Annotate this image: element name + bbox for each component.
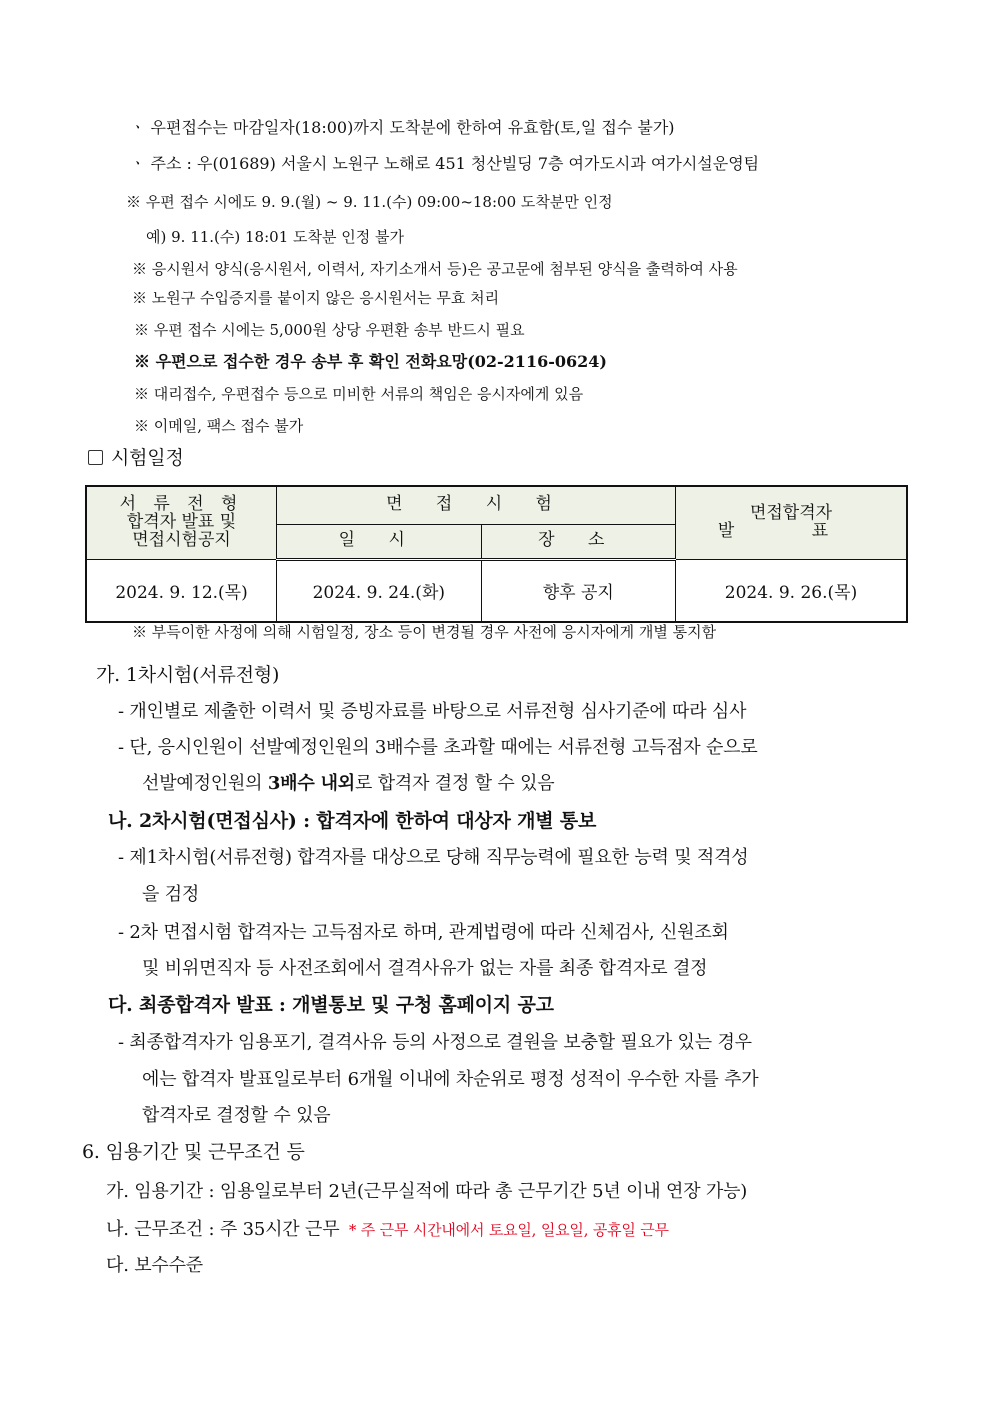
section6-title: 6. 임용기간 및 근무조건 등: [82, 1141, 305, 1163]
header-interview: 면 접 시 험: [277, 486, 676, 524]
header-datetime: 일 시: [277, 524, 482, 559]
cell-interview-date: 2024. 9. 24.(화): [277, 559, 482, 622]
schedule-heading: 시험일정: [88, 449, 184, 468]
section-da-item1: - 최종합격자가 임용포기, 결격사유 등의 사정으로 결원을 보충할 필요가 있는 경우: [118, 1032, 752, 1053]
note-phone-confirm: ※ 우편으로 접수한 경우 송부 후 확인 전화요망(02-2116-0624): [134, 352, 607, 371]
section-na-title: 나. 2차시험(면접심사) : 합격자에 한하여 대상자 개별 통보: [108, 810, 597, 832]
section-ga-item2-cont: 선발예정인원의 3배수 내외로 합격자 결정 할 수 있음: [142, 773, 555, 794]
section-ga-item2: - 단, 응시인원이 선발예정인원의 3배수를 초과할 때에는 서류전형 고득점자 순으로: [118, 737, 758, 758]
section-ga-title: 가. 1차시험(서류전형): [96, 664, 280, 686]
header-doc-announce: 서 류 전 형 합격자 발표 및 면접시험공지: [86, 486, 277, 559]
section6-salary: 다. 보수수준: [106, 1255, 203, 1276]
note-form: ※ 응시원서 양식(응시원서, 이력서, 자기소개서 등)은 공고문에 첨부된 양식을 출력하여 사용: [132, 260, 738, 278]
schedule-table: [85, 485, 908, 623]
schedule-note: ※ 부득이한 사정에 의해 시험일정, 장소 등이 변경될 경우 사전에 응시자에게 개별 통지함: [132, 623, 717, 641]
header-final-announce: 면접합격자 발 표: [676, 486, 907, 559]
section-da-item1-cont2: 합격자로 결정할 수 있음: [142, 1105, 331, 1126]
note-no-email-fax: ※ 이메일, 팩스 접수 불가: [134, 417, 304, 435]
section-da-title: 다. 최종합격자 발표 : 개별통보 및 구청 홈페이지 공고: [108, 994, 554, 1016]
section-da-item1-cont1: 에는 합격자 발표일로부터 6개월 이내에 차순위로 평정 성적이 우수한 자를 추가: [142, 1069, 759, 1090]
checkbox-square-icon: [88, 450, 103, 465]
section-na-item1: - 제1차시험(서류전형) 합격자를 대상으로 당해 직무능력에 필요한 능력 및 적격성: [118, 847, 749, 868]
note-responsibility: ※ 대리접수, 우편접수 등으로 미비한 서류의 책임은 응시자에게 있음: [134, 385, 584, 403]
section-na-item1-cont: 을 검정: [142, 884, 200, 905]
section-na-item2-cont: 및 비위면직자 등 사전조회에서 결격사유가 없는 자를 최종 합격자로 결정: [142, 958, 708, 979]
note-money-order: ※ 우편 접수 시에는 5,000원 상당 우편환 송부 반드시 필요: [134, 321, 525, 339]
bullet-postal-deadline: ㆍ 우편접수는 마감일자(18:00)까지 도착분에 한하여 유효함(토,일 접수 불가): [130, 118, 675, 137]
cell-final-announce-date: 2024. 9. 26.(목): [676, 559, 907, 622]
bullet-address: ㆍ 주소 : 우(01689) 서울시 노원구 노해로 451 청산빌딩 7층 여가도시과 여가시설운영팀: [130, 154, 760, 173]
note-example: 예) 9. 11.(수) 18:01 도착분 인정 불가: [146, 228, 404, 246]
schedule-row: [86, 559, 907, 622]
section-na-item2: - 2차 면접시험 합격자는 고득점자로 하며, 관계법령에 따라 신체검사, 신원조회: [118, 922, 729, 943]
header-place: 장 소: [481, 524, 675, 559]
note-stamp: ※ 노원구 수입증지를 붙이지 않은 응시원서는 무효 처리: [132, 289, 500, 307]
section6-employment-period: 가. 임용기간 : 임용일로부터 2년(근무실적에 따라 총 근무기간 5년 이내 연장 가능): [106, 1181, 748, 1202]
section6-work-conditions: 나. 근무조건 : 주 35시간 근무 * 주 근무 시간내에서 토요일, 일요일, 공휴일 근무: [106, 1219, 669, 1240]
cell-interview-place: 향후 공지: [481, 559, 675, 622]
note-postal-dates: ※ 우편 접수 시에도 9. 9.(월) ~ 9. 11.(수) 09:00~18:00 도착분만 인정: [126, 193, 613, 211]
weekend-work-note: * 주 근무 시간내에서 토요일, 일요일, 공휴일 근무: [348, 1221, 669, 1239]
section-ga-item1: - 개인별로 제출한 이력서 및 증빙자료를 바탕으로 서류전형 심사기준에 따라 심사: [118, 701, 747, 722]
cell-doc-announce-date: 2024. 9. 12.(목): [86, 559, 277, 622]
